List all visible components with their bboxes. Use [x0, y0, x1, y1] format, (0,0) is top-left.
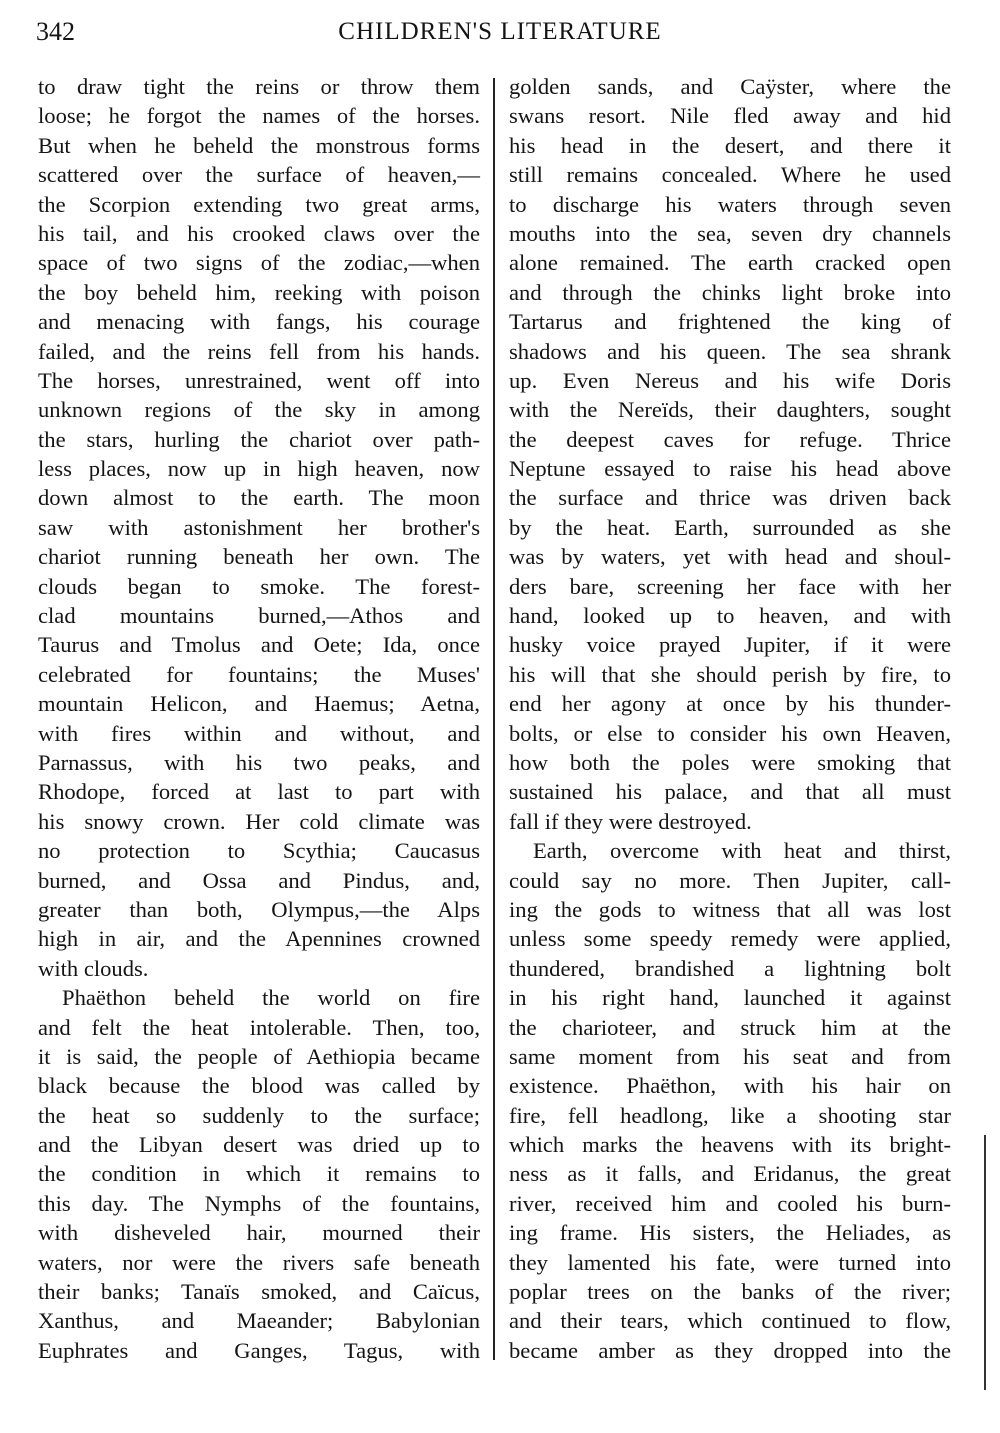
text-line: to discharge his waters through seven — [509, 191, 951, 217]
text-line: the condition in which it remains to — [38, 1161, 480, 1187]
text-line: up. Even Nereus and his wife Doris — [509, 367, 951, 393]
text-line: and the Libyan desert was dried up to — [38, 1132, 480, 1158]
text-line: space of two signs of the zodiac,—when — [38, 250, 480, 276]
text-line: alone remained. The earth cracked open — [509, 250, 951, 276]
page-number: 342 — [36, 17, 75, 46]
page-header — [0, 12, 1000, 52]
text-line: scattered over the surface of heaven,— — [38, 162, 480, 188]
text-line: the heat so suddenly to the surface; — [38, 1102, 480, 1128]
text-line: celebrated for fountains; the Muses' — [38, 661, 480, 687]
text-line: loose; he forgot the names of the horses. — [38, 103, 480, 129]
text-line: thundered, brandished a lightning bolt — [509, 955, 951, 981]
text-line: clouds began to smoke. The forest- — [38, 573, 480, 599]
text-line: was by waters, yet with head and shoul- — [509, 544, 951, 570]
text-line: swans resort. Nile fled away and hid — [509, 103, 951, 129]
text-line: fire, fell headlong, like a shooting star — [509, 1102, 951, 1128]
text-line: the boy beheld him, reeking with poison — [38, 279, 480, 305]
text-line: the Scorpion extending two great arms, — [38, 191, 480, 217]
text-line: Parnassus, with his two peaks, and — [38, 749, 480, 775]
page-edge-mark — [984, 1135, 986, 1390]
text-line: ing frame. His sisters, the Heliades, as — [509, 1220, 951, 1246]
text-line: hand, looked up to heaven, and with — [509, 603, 951, 629]
text-line: sustained his palace, and that all must — [509, 779, 951, 805]
text-line: mountain Helicon, and Haemus; Aetna, — [38, 691, 480, 717]
text-line: Earth, overcome with heat and thirst, — [533, 838, 951, 864]
text-line: Rhodope, forced at last to part with — [38, 779, 480, 805]
text-line: with fires within and without, and — [38, 720, 480, 746]
text-line: river, received him and cooled his burn- — [509, 1190, 951, 1216]
text-line: this day. The Nymphs of the fountains, — [38, 1190, 480, 1216]
text-line: Xanthus, and Maeander; Babylonian — [38, 1308, 480, 1334]
text-line: the stars, hurling the chariot over path- — [38, 426, 480, 452]
text-line: end her agony at once by his thunder- — [509, 691, 951, 717]
text-line: the deepest caves for refuge. Thrice — [509, 426, 951, 452]
text-line: saw with astonishment her brother's — [38, 514, 480, 540]
text-line: failed, and the reins fell from his hands. — [38, 338, 480, 364]
text-line: waters, nor were the rivers safe beneath — [38, 1249, 480, 1275]
text-line: ing the gods to witness that all was lost — [509, 896, 951, 922]
text-line: clad mountains burned,—Athos and — [38, 603, 480, 629]
text-line: fall if they were destroyed. — [509, 808, 752, 834]
text-line: with the Nereïds, their daughters, sought — [509, 397, 951, 423]
text-line: unknown regions of the sky in among — [38, 397, 480, 423]
text-line: and menacing with fangs, his courage — [38, 309, 480, 335]
text-line: shadows and his queen. The sea shrank — [509, 338, 951, 364]
text-line: still remains concealed. Where he used — [509, 162, 951, 188]
text-line: his will that she should perish by fire, to — [509, 661, 951, 687]
text-line: ness as it falls, and Eridanus, the great — [509, 1161, 951, 1187]
text-line: less places, now up in high heaven, now — [38, 456, 480, 482]
text-line: Euphrates and Ganges, Tagus, with — [38, 1337, 480, 1363]
text-line: his snowy crown. Her cold climate was — [38, 808, 480, 834]
text-line: and their tears, which continued to flow, — [509, 1308, 951, 1334]
text-line: the charioteer, and struck him at the — [509, 1014, 951, 1040]
text-line: black because the blood was called by — [38, 1073, 480, 1099]
text-line: no protection to Scythia; Caucasus — [38, 838, 480, 864]
text-line: in his right hand, launched it against — [509, 985, 951, 1011]
running-title: CHILDREN'S LITERATURE — [338, 18, 662, 45]
right-text-column — [509, 72, 951, 1365]
text-line: became amber as they dropped into the — [509, 1337, 951, 1363]
text-line: poplar trees on the banks of the river; — [509, 1279, 951, 1305]
text-line: husky voice prayed Jupiter, if it were — [509, 632, 951, 658]
text-line: existence. Phaëthon, with his hair on — [509, 1073, 951, 1099]
left-text-column — [38, 72, 480, 1365]
text-line: which marks the heavens with its bright- — [509, 1132, 951, 1158]
text-line: greater than both, Olympus,—the Alps — [38, 896, 480, 922]
text-line: chariot running beneath her own. The — [38, 544, 480, 570]
text-line: But when he beheld the monstrous forms — [38, 132, 480, 158]
text-line: Phaëthon beheld the world on fire — [62, 985, 480, 1011]
text-line: same moment from his seat and from — [509, 1043, 951, 1069]
text-line: the surface and thrice was driven back — [509, 485, 951, 511]
text-line: The horses, unrestrained, went off into — [38, 367, 480, 393]
text-line: Taurus and Tmolus and Oete; Ida, once — [38, 632, 480, 658]
text-line: they lamented his fate, were turned into — [509, 1249, 951, 1275]
text-line: could say no more. Then Jupiter, call- — [509, 867, 951, 893]
text-line: unless some speedy remedy were applied, — [509, 926, 951, 952]
column-divider — [493, 78, 495, 1360]
text-line: their banks; Tanaïs smoked, and Caïcus, — [38, 1279, 480, 1305]
text-line: bolts, or else to consider his own Heaven, — [509, 720, 951, 746]
text-line: Neptune essayed to raise his head above — [509, 456, 951, 482]
text-line: high in air, and the Apennines crowned — [38, 926, 480, 952]
text-line: with clouds. — [38, 955, 149, 981]
text-line: golden sands, and Caÿster, where the — [509, 74, 951, 99]
text-line: burned, and Ossa and Pindus, and, — [38, 867, 480, 893]
text-line: how both the poles were smoking that — [509, 749, 951, 775]
text-line: and through the chinks light broke into — [509, 279, 951, 305]
text-line: it is said, the people of Aethiopia became — [38, 1043, 480, 1069]
text-line: and felt the heat intolerable. Then, too, — [38, 1014, 480, 1040]
text-line: mouths into the sea, seven dry channels — [509, 220, 951, 246]
text-line: down almost to the earth. The moon — [38, 485, 480, 511]
text-line: his head in the desert, and there it — [509, 132, 951, 158]
text-line: by the heat. Earth, surrounded as she — [509, 514, 951, 540]
text-line: with disheveled hair, mourned their — [38, 1220, 480, 1246]
text-line: his tail, and his crooked claws over the — [38, 220, 480, 246]
text-line: ders bare, screening her face with her — [509, 573, 951, 599]
text-line: Tartarus and frightened the king of — [509, 309, 951, 335]
text-line: to draw tight the reins or throw them — [38, 74, 480, 99]
